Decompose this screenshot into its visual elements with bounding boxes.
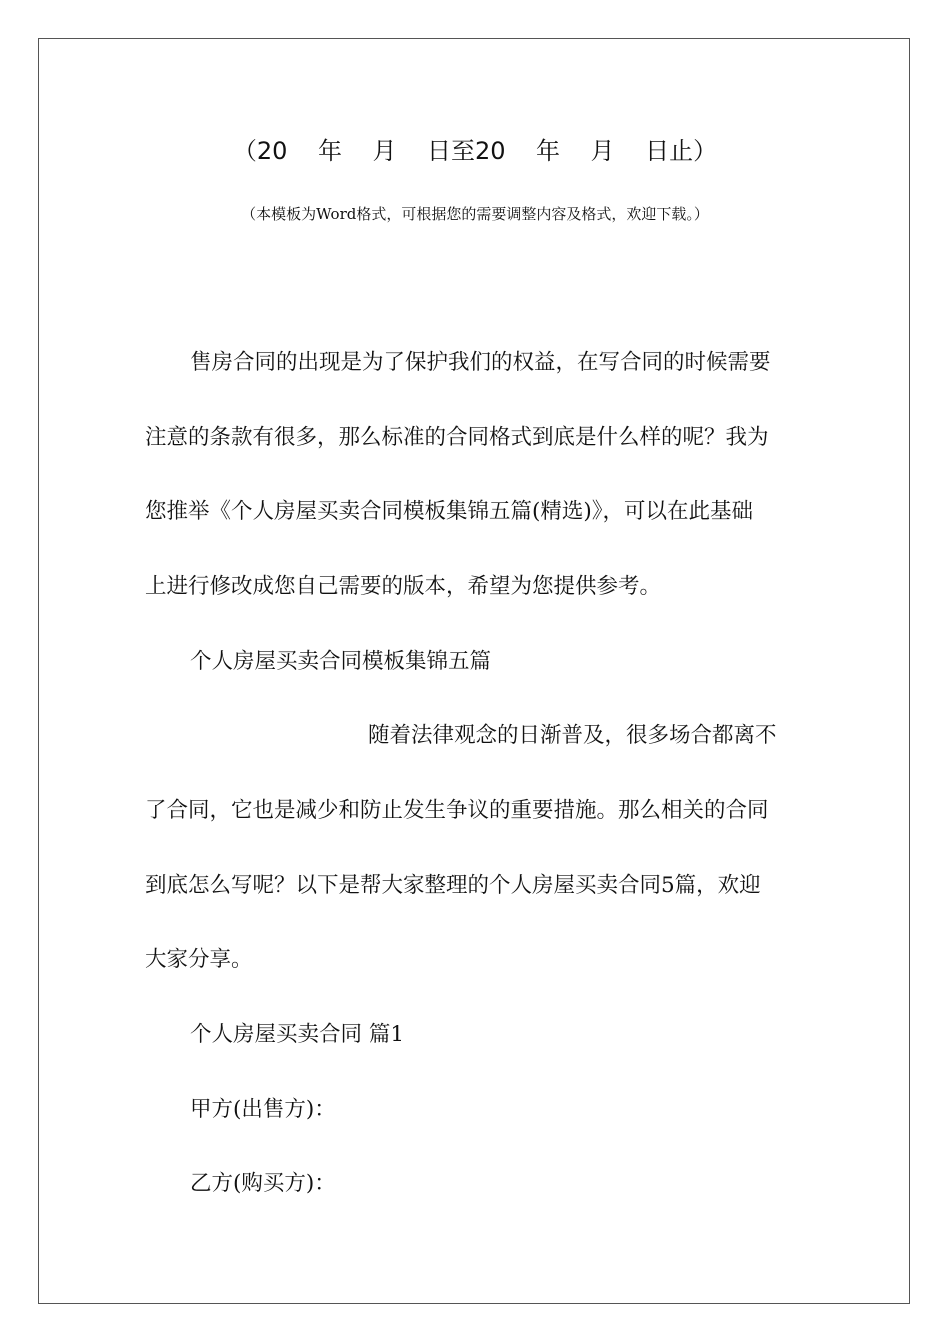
preface-line-3: 到底怎么写呢？以下是帮大家整理的个人房屋买卖合同5篇，欢迎 — [145, 873, 761, 898]
section-title: 个人房屋买卖合同 篇1 — [190, 1022, 405, 1047]
intro-line-4: 上进行修改成您自己需要的版本，希望为您提供参考。 — [145, 574, 662, 599]
preface-line-2: 了合同，它也是减少和防止发生争议的重要措施。那么相关的合同 — [145, 798, 769, 823]
date-range-header: （20 年 月 日至20 年 月 日止） — [232, 137, 718, 165]
preface-line-1: 随着法律观念的日渐普及，很多场合都离不 — [368, 723, 777, 748]
intro-line-3: 您推举《个人房屋买卖合同模板集锦五篇(精选)》，可以在此基础 — [145, 499, 754, 524]
template-note: （本模板为Word格式，可根据您的需要调整内容及格式，欢迎下载。） — [241, 205, 709, 223]
party-a-label: 甲方(出售方)： — [190, 1097, 336, 1122]
intro-line-1: 售房合同的出现是为了保护我们的权益，在写合同的时候需要 — [190, 350, 771, 375]
collection-title: 个人房屋买卖合同模板集锦五篇 — [190, 649, 492, 674]
intro-line-2: 注意的条款有很多，那么标准的合同格式到底是什么样的呢？我为 — [145, 425, 769, 450]
preface-line-4: 大家分享。 — [145, 947, 253, 972]
party-b-label: 乙方(购买方)： — [190, 1171, 336, 1196]
